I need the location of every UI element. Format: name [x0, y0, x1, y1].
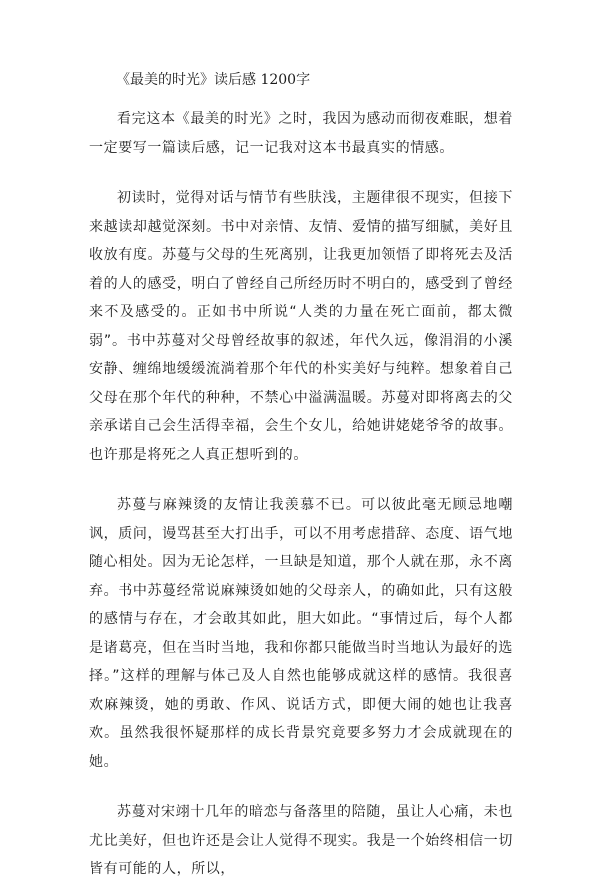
document-body: [89, 95, 513, 896]
paragraph: 苏蔓与麻辣烫的友情让我羡慕不已。可以彼此毫无顾忌地嘲讽，质问，谩骂甚至大打出手，可以不用考虑措辞、态度、语气地随心相处。因为无论怎样，一旦缺是知道，那个人就在那，永不离弃。书中苏蔓经常说麻辣烫如她的父母亲人，的确如此，只有这般的感情与存在，才会敢其如此，胆大如此。“事情过后，每个人都是诸葛亮，但在当时当地，我和你都只能做当时当地认为最好的选择。”这样的理解与体己及人自然也能够成就这样的感情。我很喜欢麻辣烫，她的勇敢、作风、说话方式，即便大闹的她也让我喜欢。虽然我很怀疑那样的成长背景究竟要多努力才会成就现在的她。: [89, 497, 513, 770]
paragraph: 苏蔓对宋翊十几年的暗恋与备落里的陪随，虽让人心痛，未也尤比美好，但也许还是会让人觉得不现实。我是一个始终相信一切皆有可能的人，所以，: [89, 804, 513, 877]
paragraph: 看完这本《最美的时光》之时，我因为感动而彻夜难眠，想着一定要写一篇读后感，记一记我对这本书最真实的情感。: [89, 111, 513, 156]
document-title: 《最美的时光》读后感 1200字: [116, 72, 311, 88]
paragraph: 初读时，觉得对话与情节有些肤浅，主题律很不现实，但接下来越读却越觉深刻。书中对亲情、友情、爱情的描写细腻，美好且收放有度。苏蔓与父母的生死离别，让我更加领悟了即将死去及活着的人的感受，明白了曾经自己所经历时不明白的，感受到了曾经来不及感受的。正如书中所说“人类的力量在死亡面前，都太微弱”。书中苏蔓对父母曾经故事的叙述，年代久远，像涓涓的小溪安静、缠绵地缓缓流淌着那个年代的朴实美好与纯粹。想象着自己父母在那个年代的种种，不禁心中溢满温暖。苏蔓对即将离去的父亲承诺自己会生活得幸福，会生个女儿，给她讲姥姥爷爷的故事。也许那是将死之人真正想听到的。: [89, 190, 513, 463]
